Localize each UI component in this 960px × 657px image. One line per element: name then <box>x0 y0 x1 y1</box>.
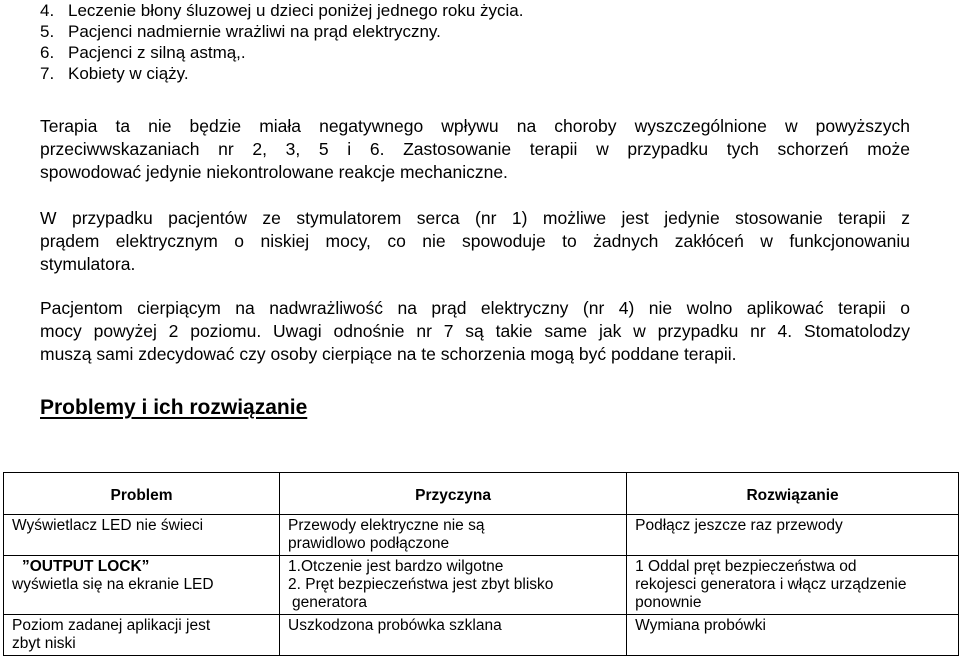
paragraph-line: muszą sami zdecydować czy osoby cierpiące na te schorzenia mogą być poddane terapii. <box>40 344 737 364</box>
list-item-number: 7. <box>40 64 55 83</box>
cell-problem <box>4 615 280 656</box>
cell-line: wyświetla się na ekranie LED <box>12 576 214 593</box>
table-header-row <box>4 473 959 515</box>
paragraph-pacemaker <box>40 207 910 276</box>
paragraph-line: Pacjentom cierpiącym na nadwrażliwość na prąd elektryczny (nr 4) nie wolno aplikować terapii o <box>40 298 910 318</box>
paragraph-therapy-effects <box>40 115 910 184</box>
paragraph-line: przeciwwskazaniach nr 2, 3, 5 i 6. Zastosowanie terapii w przypadku tych schorzeń może <box>40 139 910 159</box>
paragraph-line: spowodować jedynie niekontrolowane reakcje mechaniczne. <box>40 162 508 182</box>
section-heading: Problemy i ich rozwiązanie <box>40 396 308 419</box>
table-row <box>4 515 959 556</box>
list-item-number: 5. <box>40 22 55 41</box>
header-cause: Przyczyna <box>280 473 627 515</box>
cell-line: 1 Oddal pręt bezpieczeństwa od <box>635 558 857 575</box>
cell-line: rekojesci generatora i włącz urządzenie <box>635 576 907 593</box>
cell-line: 2. Pręt bezpieczeństwa jest zbyt blisko <box>288 576 554 593</box>
paragraph-line: stymulatora. <box>40 254 136 274</box>
list-item <box>40 0 524 21</box>
table-row <box>4 615 959 656</box>
list-item-number: 4. <box>40 1 55 20</box>
cell-solution <box>627 515 959 556</box>
cell-line: generatora <box>292 594 368 611</box>
list-item-text: Leczenie błony śluzowej u dzieci poniżej jednego roku życia. <box>68 1 524 20</box>
cell-cause <box>280 615 627 656</box>
list-item <box>40 42 524 63</box>
contraindications-list <box>40 0 524 84</box>
cell-solution <box>627 615 959 656</box>
cell-line-bold: ”OUTPUT LOCK” <box>22 558 150 575</box>
cell-problem <box>4 556 280 615</box>
list-item <box>40 63 524 84</box>
list-item-text: Kobiety w ciąży. <box>68 64 189 83</box>
cell-cause <box>280 515 627 556</box>
header-solution: Rozwiązanie <box>627 473 959 515</box>
cell-line: Uszkodzona probówka szklana <box>288 617 502 634</box>
cell-cause <box>280 556 627 615</box>
cell-line: prawidlowo podłączone <box>288 535 450 552</box>
list-item <box>40 21 524 42</box>
table-row <box>4 556 959 615</box>
cell-line: ponownie <box>635 594 702 611</box>
cell-line: Wyświetlacz LED nie świeci <box>12 517 204 534</box>
cell-line: Poziom zadanej aplikacji jest <box>12 617 211 634</box>
cell-solution <box>627 556 959 615</box>
cell-line: Wymiana probówki <box>635 617 766 634</box>
header-problem: Problem <box>4 473 280 515</box>
list-item-text: Pacjenci z silną astmą,. <box>68 43 246 62</box>
paragraph-hypersensitivity <box>40 297 910 366</box>
paragraph-line: mocy powyżej 2 poziomu. Uwagi odnośnie nr 7 są takie same jak w przypadku nr 4. Stomatolodzy <box>40 321 910 341</box>
paragraph-line: W przypadku pacjentów ze stymulatorem serca (nr 1) możliwe jest jedynie stosowanie terapii z <box>40 208 910 228</box>
list-item-text: Pacjenci nadmiernie wrażliwi na prąd elektryczny. <box>68 22 441 41</box>
cell-line: Podłącz jeszcze raz przewody <box>635 517 843 534</box>
troubleshooting-table <box>3 472 959 656</box>
paragraph-line: prądem elektrycznym o niskiej mocy, co nie spowoduje to żadnych zakłóceń w funkcjonowaniu <box>40 231 910 251</box>
cell-line: Przewody elektryczne nie są <box>288 517 485 534</box>
list-item-number: 6. <box>40 43 55 62</box>
cell-line: 1.Otczenie jest bardzo wilgotne <box>288 558 504 575</box>
cell-line: zbyt niski <box>12 635 76 652</box>
cell-problem <box>4 515 280 556</box>
paragraph-line: Terapia ta nie będzie miała negatywnego wpływu na choroby wyszczególnione w powyższych <box>40 116 910 136</box>
